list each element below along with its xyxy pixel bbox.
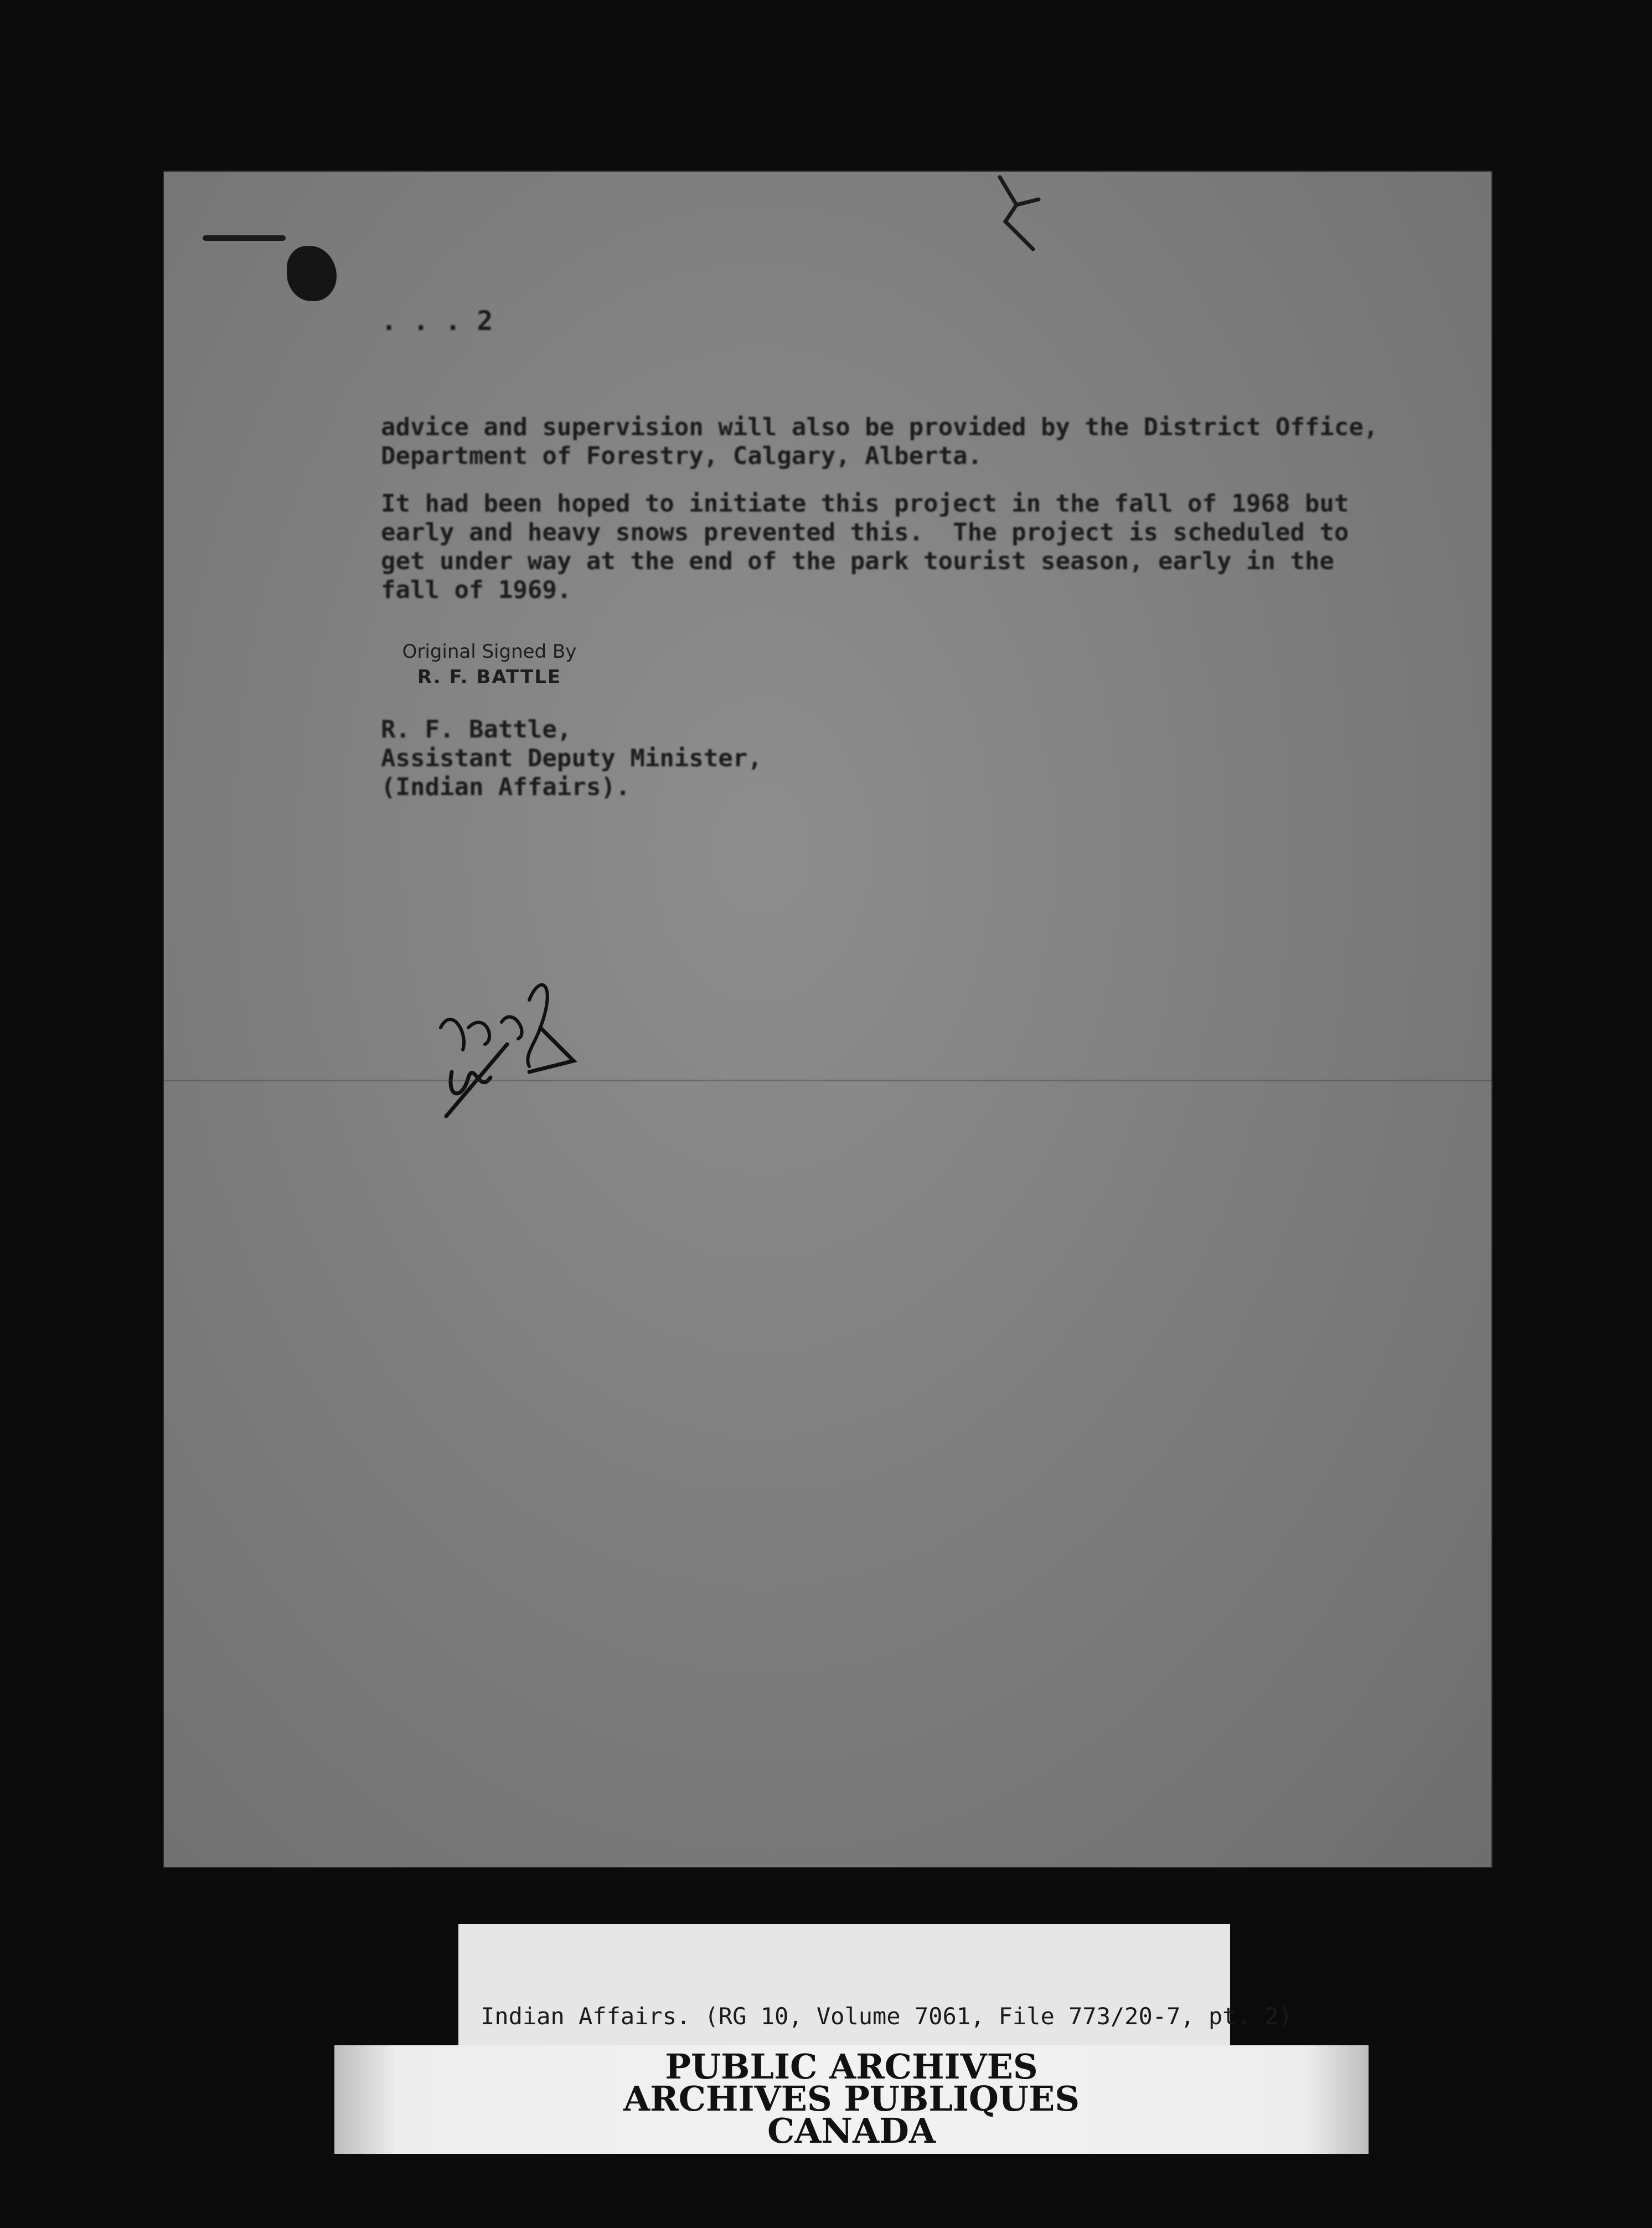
signature-block: R. F. Battle, Assistant Deputy Minister, (Indian Affairs). <box>381 715 762 801</box>
archive-line-1: PUBLIC ARCHIVES <box>665 2046 1038 2087</box>
archive-stamp-label <box>334 2045 1369 2154</box>
ink-mark <box>203 235 286 241</box>
handwritten-initials <box>430 961 618 1127</box>
archive-line-3: CANADA <box>767 2111 936 2151</box>
archive-line-2: ARCHIVES PUBLIQUES <box>623 2079 1080 2119</box>
body-paragraph-2: It had been hoped to initiate this project in the fall of 1968 but early and heavy snows prevented this. The project is scheduled to get under way at the end of the park tourist season, early in the fall of 1969. <box>381 489 1349 604</box>
stamp-line-2: R. F. BATTLE <box>417 666 562 688</box>
signature-stamp <box>390 639 589 690</box>
archive-name <box>334 2046 1369 2151</box>
handwritten-mark <box>989 172 1055 260</box>
document-page <box>164 172 1491 1867</box>
archive-citation-label <box>458 1924 1293 2047</box>
archive-citation: Indian Affairs. (RG 10, Volume 7061, File 773/20-7, pt. 2) <box>481 2003 1293 2030</box>
ink-blot <box>287 246 337 301</box>
stamp-line-1: Original Signed By <box>402 641 577 663</box>
body-paragraph-1: advice and supervision will also be provided by the District Office, Department of Forestry, Calgary, Alberta. <box>381 413 1379 470</box>
page-number: . . . 2 <box>381 306 493 337</box>
